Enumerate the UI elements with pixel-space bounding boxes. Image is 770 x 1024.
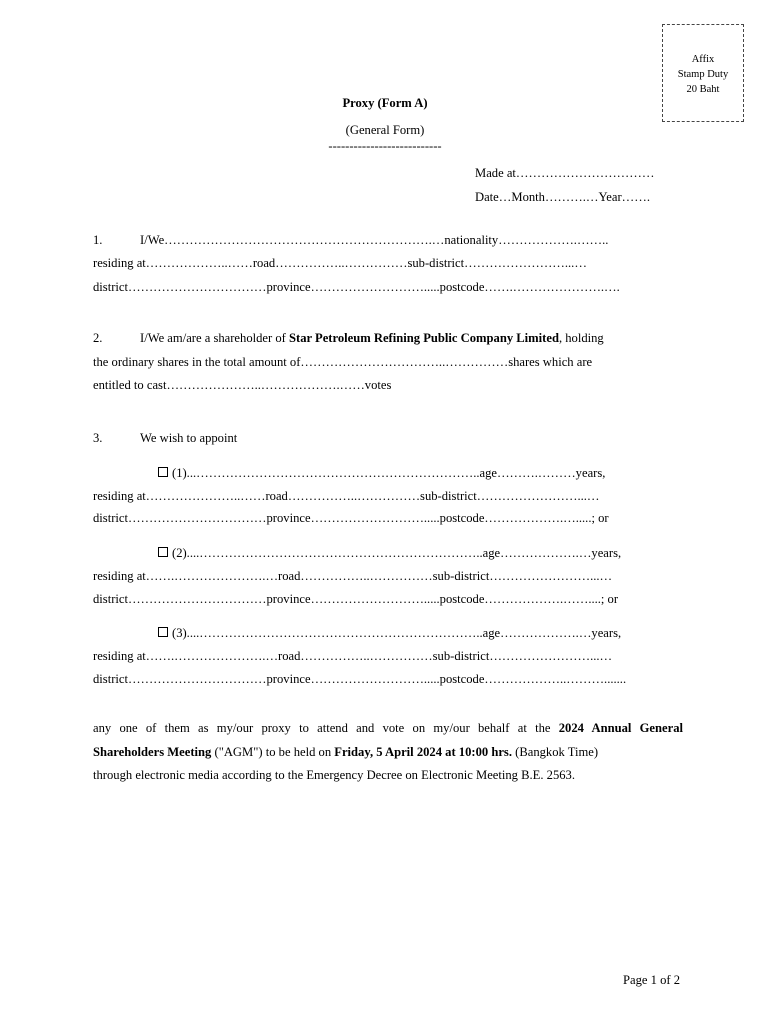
proxy-3-name-text: (3)....…………………………………………………………..age……………….…years,: [172, 626, 622, 640]
closing-line-3: through electronic media according to the Emergency Decree on Electronic Meeting B.E. 2563.: [93, 768, 575, 782]
votes-line[interactable]: entitled to cast…………………..……………….……votes: [93, 378, 392, 392]
made-at-field[interactable]: Made at……………………………: [475, 166, 655, 180]
proxy-2-address-line[interactable]: residing at…….………………….…road……………..……………sub-district……………………...…: [93, 569, 613, 583]
proxy-2-district-line[interactable]: district……………………………province……………………….....postcode……………….……....; or: [93, 592, 619, 606]
proxy-3-name-age-line[interactable]: [158, 626, 621, 641]
proxy-2-name-text: (2)....…………………………………………………………..age……………….…years,: [172, 546, 622, 560]
section-3-number: 3.: [93, 431, 103, 445]
shareholder-statement: [140, 331, 604, 346]
proxy-3-checkbox[interactable]: [158, 627, 168, 637]
meeting-datetime: Friday, 5 April 2024 at 10:00 hrs.: [334, 745, 512, 759]
agm-name-part-1: 2024 Annual General: [558, 721, 684, 735]
shareholder-district-line[interactable]: district……………………………province……………………….....postcode…….………………….….: [93, 280, 620, 294]
closing-line-1: [93, 721, 683, 736]
shares-amount-line[interactable]: the ordinary shares in the total amount of……………………………..……………shares which are: [93, 355, 593, 369]
section-1-number: 1.: [93, 233, 103, 247]
shareholder-address-line[interactable]: residing at………………..……road……………..……………sub-district……………………...…: [93, 256, 587, 270]
stamp-line-2: Stamp Duty: [677, 69, 729, 80]
date-field[interactable]: Date…Month……….…Year…….: [475, 190, 651, 204]
proxy-1-name-age-line[interactable]: [158, 466, 605, 481]
section-2-number: 2.: [93, 331, 103, 345]
shareholder-name-nationality-field[interactable]: I/We……………………………………………………….…nationality……………….……..: [140, 233, 609, 247]
proxy-1-name-text: (1)...…………………………………………………………..age……….………years,: [172, 466, 606, 480]
proxy-3-address-line[interactable]: residing at…….………………….…road……………..……………sub-district……………………...…: [93, 649, 613, 663]
timezone-note: (Bangkok Time): [511, 745, 599, 759]
page-number: Page 1 of 2: [623, 973, 681, 987]
title-rule: ---------------------------: [328, 139, 442, 153]
proxy-3-district-line[interactable]: district……………………………province……………………….....postcode………………..……….......: [93, 672, 627, 686]
stamp-line-3: 20 Baht: [686, 84, 720, 95]
statement-suffix: , holding: [558, 331, 604, 345]
appoint-heading: We wish to appoint: [140, 431, 238, 445]
proxy-2-name-age-line[interactable]: [158, 546, 621, 561]
company-name: Star Petroleum Refining Public Company Limited: [289, 331, 559, 345]
form-subtitle: (General Form): [345, 123, 425, 137]
closing-line-2: [93, 745, 683, 760]
form-title: Proxy (Form A): [342, 96, 428, 110]
statement-prefix: I/We am/are a shareholder of: [140, 331, 289, 345]
proxy-1-address-line[interactable]: residing at…………………..……road……………..……………sub-district……………………...…: [93, 489, 600, 503]
proxy-1-district-line[interactable]: district……………………………province……………………….....postcode……………….….....; or: [93, 511, 609, 525]
proxy-2-checkbox[interactable]: [158, 547, 168, 557]
proxy-1-checkbox[interactable]: [158, 467, 168, 477]
closing-line-1-text: any one of them as my/our proxy to attend and vote on my/our behalf at the: [93, 721, 559, 735]
closing-line-2-text: ("AGM") to be held on: [211, 745, 335, 759]
stamp-line-1: Affix: [691, 54, 715, 65]
agm-name-part-2: Shareholders Meeting: [93, 745, 212, 759]
